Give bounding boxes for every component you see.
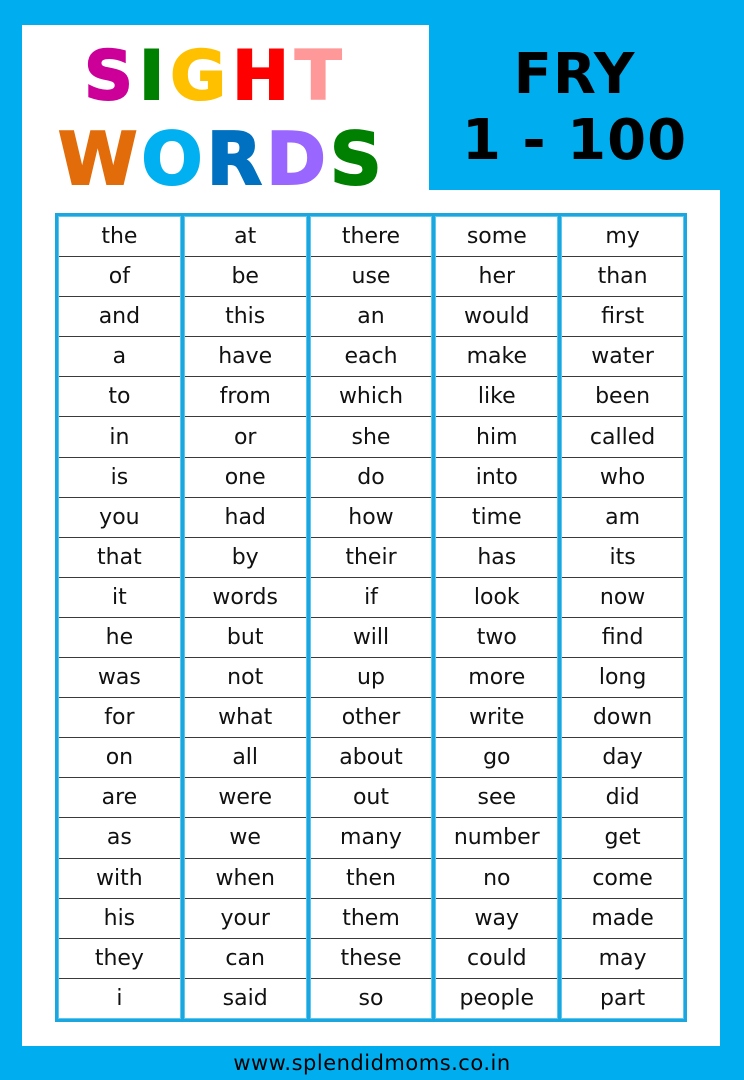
- sight-word-cell: about: [311, 738, 432, 778]
- sight-word-cell: many: [311, 818, 432, 858]
- sight-word-cell: make: [436, 337, 557, 377]
- sight-word-cell: are: [59, 778, 180, 818]
- sight-word-cell: not: [185, 658, 306, 698]
- sight-word-cell: how: [311, 498, 432, 538]
- sight-word-cell: at: [185, 217, 306, 257]
- sight-word-cell: your: [185, 899, 306, 939]
- sight-word-cell: write: [436, 698, 557, 738]
- sight-word-cell: use: [311, 257, 432, 297]
- sight-word-cell: on: [59, 738, 180, 778]
- fry-badge: [429, 25, 720, 190]
- sight-word-cell: down: [562, 698, 683, 738]
- sight-word-cell: be: [185, 257, 306, 297]
- sight-word-cell: in: [59, 417, 180, 457]
- sight-word-cell: of: [59, 257, 180, 297]
- sight-word-cell: they: [59, 939, 180, 979]
- sight-word-cell: been: [562, 377, 683, 417]
- word-column: [184, 216, 307, 1019]
- sight-word-cell: we: [185, 818, 306, 858]
- sight-word-cell: number: [436, 818, 557, 858]
- sight-word-cell: to: [59, 377, 180, 417]
- sight-word-cell: each: [311, 337, 432, 377]
- sight-word-cell: said: [222, 985, 268, 1011]
- sight-word-cell: with: [59, 859, 180, 899]
- sight-word-cell: other: [311, 698, 432, 738]
- sight-word-cell: so: [358, 985, 384, 1011]
- word-column: [58, 216, 181, 1019]
- sight-word-cell: no: [436, 859, 557, 899]
- sight-word-cell: i: [116, 985, 123, 1011]
- words-letter: W: [58, 117, 142, 201]
- sight-word-cell: but: [185, 618, 306, 658]
- sight-word-cell: a: [59, 337, 180, 377]
- fry-range: 1 - 100: [461, 107, 688, 173]
- word-grid: [55, 213, 687, 1022]
- sight-word-cell: go: [436, 738, 557, 778]
- sight-word-cell: made: [562, 899, 683, 939]
- sight-word-cell: them: [311, 899, 432, 939]
- sight-word-cell: it: [59, 578, 180, 618]
- sight-word-cell: see: [436, 778, 557, 818]
- sight-words-title: [22, 25, 429, 201]
- sight-word-cell: as: [59, 818, 180, 858]
- sight-word-cell: up: [311, 658, 432, 698]
- sight-word-cell: its: [562, 538, 683, 578]
- sight-word-cell: day: [562, 738, 683, 778]
- sight-word-cell: did: [562, 778, 683, 818]
- sight-word-cell: have: [185, 337, 306, 377]
- sight-word-cell: into: [436, 458, 557, 498]
- sight-word-cell: there: [311, 217, 432, 257]
- title-line-sight: [84, 37, 347, 116]
- sight-word-cell: come: [562, 859, 683, 899]
- sight-letter: I: [138, 37, 171, 116]
- sight-word-cell: than: [562, 257, 683, 297]
- sight-word-cell: she: [311, 417, 432, 457]
- sight-word-cell: for: [59, 698, 180, 738]
- sight-word-cell: could: [436, 939, 557, 979]
- sight-word-cell: when: [185, 859, 306, 899]
- sight-word-cell: this: [185, 297, 306, 337]
- sight-word-cell: words: [185, 578, 306, 618]
- sight-word-cell: long: [562, 658, 683, 698]
- sight-word-cell: he: [59, 618, 180, 658]
- sight-word-cell: would: [436, 297, 557, 337]
- sight-word-cell: their: [311, 538, 432, 578]
- sight-word-cell: these: [311, 939, 432, 979]
- sight-letter: T: [295, 37, 348, 116]
- sight-letter: G: [170, 37, 233, 116]
- sight-word-cell: you: [59, 498, 180, 538]
- words-letter: R: [206, 117, 267, 201]
- sight-word-cell: an: [311, 297, 432, 337]
- title-line-words: [58, 117, 386, 201]
- sight-word-cell: from: [185, 377, 306, 417]
- sight-word-cell: may: [562, 939, 683, 979]
- sight-word-cell: which: [311, 377, 432, 417]
- sight-word-cell: people: [459, 985, 535, 1011]
- sight-word-cell: do: [311, 458, 432, 498]
- sight-word-cell: by: [185, 538, 306, 578]
- sight-word-cell: first: [562, 297, 683, 337]
- sight-word-cell: my: [562, 217, 683, 257]
- fry-label: FRY: [513, 41, 636, 107]
- sight-word-cell: am: [562, 498, 683, 538]
- sight-word-cell: look: [436, 578, 557, 618]
- sight-word-cell: two: [436, 618, 557, 658]
- sight-word-cell: were: [185, 778, 306, 818]
- sight-word-cell: water: [562, 337, 683, 377]
- sight-word-cell: and: [59, 297, 180, 337]
- sight-word-cell: was: [59, 658, 180, 698]
- sight-word-cell: what: [185, 698, 306, 738]
- words-letter: O: [141, 117, 207, 201]
- sight-letter: H: [232, 37, 296, 116]
- sight-word-cell: way: [436, 899, 557, 939]
- sight-word-cell: more: [436, 658, 557, 698]
- sight-letter: S: [84, 37, 139, 116]
- sight-word-cell: out: [311, 778, 432, 818]
- sight-word-cell: some: [436, 217, 557, 257]
- sight-word-cell: now: [562, 578, 683, 618]
- sight-word-cell: her: [436, 257, 557, 297]
- website-url: www.splendidmoms.co.in: [233, 1051, 511, 1075]
- sight-word-cell: the: [59, 217, 180, 257]
- sight-word-cell: him: [436, 417, 557, 457]
- sight-word-cell: will: [311, 618, 432, 658]
- sight-word-cell: like: [436, 377, 557, 417]
- sight-word-cell: called: [562, 417, 683, 457]
- sight-word-cell: one: [185, 458, 306, 498]
- sight-word-cell: time: [436, 498, 557, 538]
- sight-word-cell: if: [311, 578, 432, 618]
- sight-word-cell: get: [562, 818, 683, 858]
- sight-word-cell: has: [436, 538, 557, 578]
- word-column: [435, 216, 558, 1019]
- word-column: [561, 216, 684, 1019]
- words-letter: S: [329, 117, 386, 201]
- sight-word-cell: find: [562, 618, 683, 658]
- sight-word-cell: that: [59, 538, 180, 578]
- sight-word-cell: can: [185, 939, 306, 979]
- sight-word-cell: is: [59, 458, 180, 498]
- sight-word-cell: then: [311, 859, 432, 899]
- sight-word-cell: part: [600, 985, 646, 1011]
- sight-word-cell: all: [185, 738, 306, 778]
- sight-word-cell: who: [562, 458, 683, 498]
- word-column: [310, 216, 433, 1019]
- words-letter: D: [266, 117, 330, 201]
- sight-word-cell: or: [185, 417, 306, 457]
- sight-word-cell: had: [185, 498, 306, 538]
- sight-word-cell: his: [59, 899, 180, 939]
